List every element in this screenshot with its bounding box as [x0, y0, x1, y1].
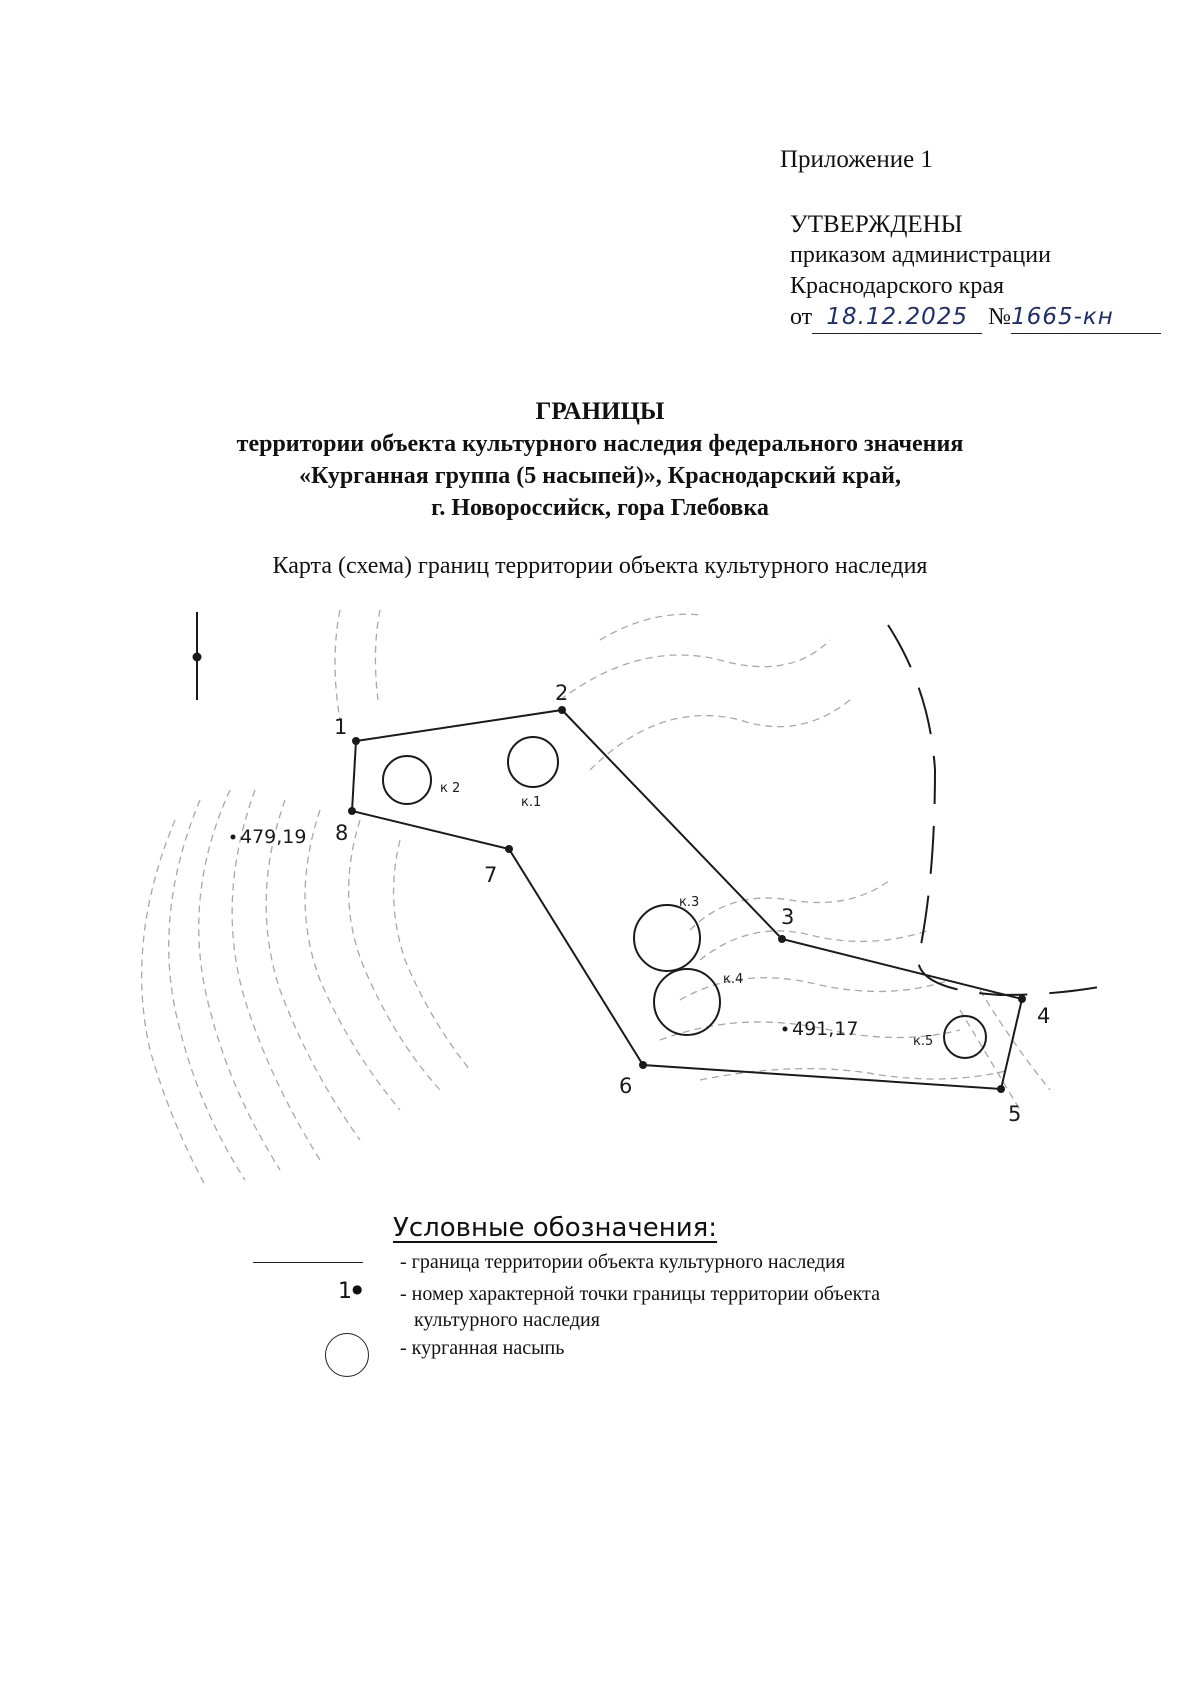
boundary-point-label: 3	[781, 905, 795, 929]
legend-point-text-2: культурного наследия	[414, 1309, 600, 1331]
approval-block	[790, 209, 1161, 334]
boundary-point-label: 6	[619, 1074, 633, 1098]
mound-label: к.3	[679, 895, 700, 910]
legend-point-text-1: - номер характерной точки границы территории объекта	[400, 1283, 880, 1305]
boundary-point-label: 2	[555, 681, 569, 705]
title-line3: г. Новороссийск, гора Глебовка	[431, 495, 769, 521]
mound-label: к.1	[521, 795, 542, 810]
legend-point-symbol: 1●	[338, 1279, 363, 1304]
legend-mound-symbol	[325, 1333, 369, 1377]
boundary-point-label: 1	[334, 715, 348, 739]
approval-number: 1665-кн	[1011, 304, 1114, 330]
mound-label: к 2	[440, 781, 461, 796]
legend-boundary-text: - граница территории объекта культурного наследия	[400, 1251, 846, 1273]
appendix-label: Приложение 1	[780, 146, 933, 173]
approval-number-label: №	[988, 304, 1012, 330]
boundary-point-label: 4	[1037, 1004, 1051, 1028]
document-title	[0, 396, 1200, 524]
approval-date-line	[790, 302, 1161, 334]
elevation-label: 479,19	[240, 826, 307, 848]
approval-line2: Краснодарского края	[790, 273, 1005, 299]
scale-mark	[194, 612, 201, 700]
mound-label: к.5	[913, 1034, 934, 1049]
boundary-point-label: 5	[1008, 1102, 1022, 1126]
approval-date: 18.12.2025	[826, 304, 969, 330]
approval-title: УТВЕРЖДЕНЫ	[790, 211, 963, 238]
mound-label: к.4	[723, 972, 744, 987]
title-main: ГРАНИЦЫ	[535, 398, 665, 425]
boundary-point-label: 8	[335, 821, 349, 845]
approval-from-label: от	[790, 304, 813, 330]
elevation-label: 491,17	[792, 1018, 859, 1040]
title-line1: территории объекта культурного наследия федерального значения	[236, 431, 964, 457]
title-line2: «Курганная группа (5 насыпей)», Краснодарский край,	[299, 463, 901, 489]
outer-dashed-boundary	[888, 625, 1110, 995]
legend-title: Условные обозначения:	[393, 1213, 718, 1243]
contour-lines	[142, 610, 1050, 1185]
legend-boundary-line-symbol	[253, 1262, 363, 1263]
map-caption: Карта (схема) границ территории объекта культурного наследия	[272, 553, 928, 579]
boundary-map	[0, 600, 1200, 1200]
legend-mound-text: - курганная насыпь	[400, 1337, 565, 1359]
approval-line1: приказом администрации	[790, 242, 1051, 268]
boundary-point-label: 7	[484, 863, 498, 887]
